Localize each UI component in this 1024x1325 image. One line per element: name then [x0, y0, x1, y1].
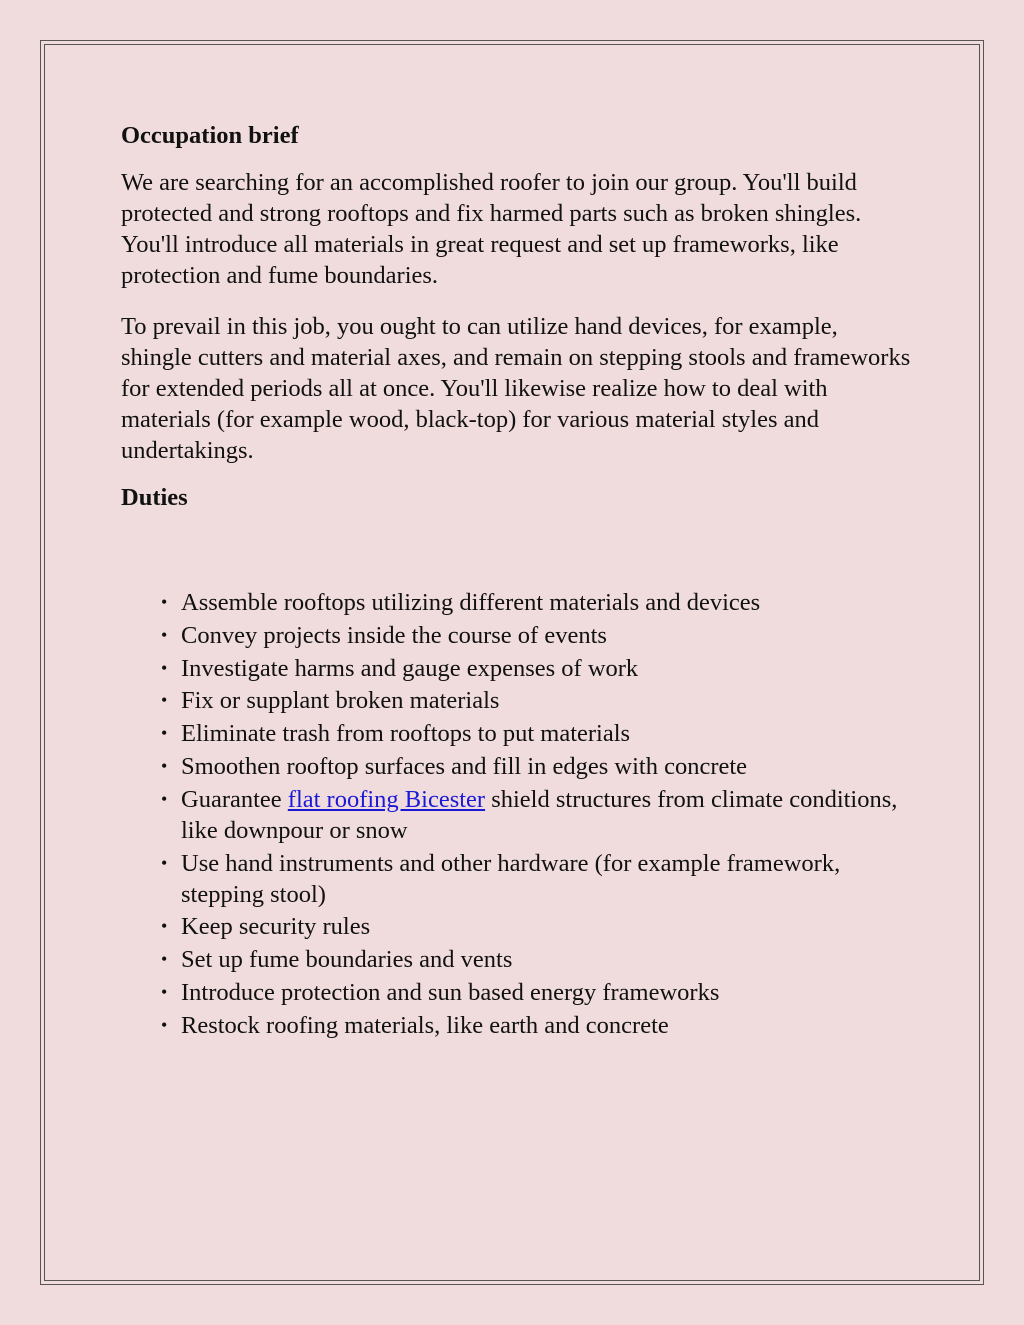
list-item-text: Restock roofing materials, like earth and concrete — [181, 1011, 669, 1039]
list-item-text: Introduce protection and sun based energy frameworks — [181, 978, 720, 1006]
list-item-text: Investigate harms and gauge expenses of work — [181, 654, 639, 682]
paragraph-intro: We are searching for an accomplished roofer to join our group. You'll build protected and strong rooftops and fix harmed parts such as broken shingles. You'll introduce all materials in great request and set up frameworks, like protection and fume boundaries. — [121, 169, 862, 289]
bullet-icon: • — [161, 981, 168, 1002]
bullet-icon: • — [161, 755, 168, 776]
list-item — [161, 718, 901, 749]
list-item-text: Eliminate trash from rooftops to put materials — [181, 720, 631, 748]
list-item-text: Set up fume boundaries and vents — [181, 946, 513, 974]
list-item — [161, 751, 901, 782]
list-item-text: Assemble rooftops utilizing different materials and devices — [181, 589, 761, 616]
bullet-icon: • — [161, 1014, 168, 1035]
list-item-with-link — [161, 784, 901, 846]
bullet-icon: • — [161, 852, 168, 873]
bullet-icon: • — [161, 788, 168, 809]
bullet-icon: • — [161, 690, 168, 711]
list-item-text: Fix or supplant broken materials — [181, 687, 500, 715]
section-heading-duties: Duties — [121, 484, 188, 511]
list-item-text: Keep security rules — [181, 913, 371, 941]
list-item — [161, 944, 901, 975]
list-item — [161, 620, 901, 651]
paragraph-skills: To prevail in this job, you ought to can utilize hand devices, for example, shingle cutters and material axes, and remain on stepping stools and frameworks for extended periods all at once. You'll likewise realize how to deal with materials (for example wood, black-top) for various material styles and undertakings. — [121, 313, 911, 464]
list-item — [161, 587, 901, 618]
list-item — [161, 653, 901, 684]
section-heading-brief: Occupation brief — [121, 122, 299, 149]
list-item-text-after: shield structures from climate conditions, like downpour or snow — [181, 785, 898, 844]
list-item-text: Convey projects inside the course of events — [181, 621, 607, 649]
bullet-icon: • — [161, 916, 168, 937]
bullet-icon: • — [161, 592, 168, 612]
bullet-icon: • — [161, 723, 168, 744]
list-item-text-before: Guarantee — [181, 785, 288, 813]
list-item — [161, 977, 901, 1008]
list-item-text: Use hand instruments and other hardware (for example framework, stepping stool) — [181, 849, 841, 908]
bullet-icon: • — [161, 657, 168, 678]
document-body — [121, 118, 911, 1043]
flat-roofing-link[interactable]: flat roofing Bicester — [287, 785, 486, 813]
list-item — [161, 685, 901, 716]
list-item-text: Smoothen rooftop surfaces and fill in edges with concrete — [181, 752, 748, 780]
list-item — [161, 1010, 901, 1041]
duties-list — [121, 587, 911, 1041]
bullet-icon: • — [161, 949, 168, 970]
list-item — [161, 911, 901, 942]
list-item — [161, 848, 901, 910]
bullet-icon: • — [161, 624, 168, 645]
